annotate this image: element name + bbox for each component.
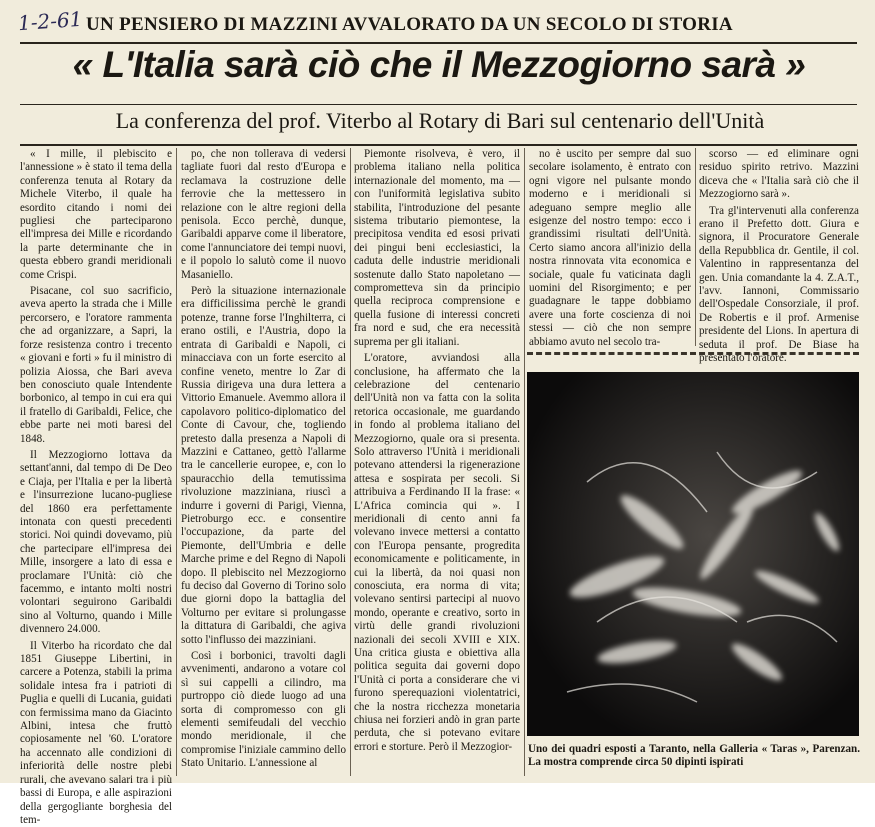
column-divider: [695, 148, 696, 346]
column-divider: [524, 148, 525, 776]
column-divider: [176, 148, 177, 776]
article-paragraph: Però la situazione internazionale era difficilissima perchè le grandi potenze, tranne forse l'Inghilterra, ci erano ostili, e l'Austria, dopo la entrata di Garibaldi e Napoli, ci minacciava con un forte esercito al confine veneto, mentre lo Zar di Russia dirigeva una dura lettera a Vittorio Emanuele. Avemmo allora il capolavoro politico-diplomatico del Conte di Cavour, che, togliendo pretesto dalla presenza a Napoli di Mazzini e Cattaneo, gettò l'allarme tra le cancellerie europee, e, con lo spauracchio della temutissima rivoluzione mazziniana, riuscì a indurre i governi di Parigi, Vienna, Pietroburgo ecc. e consentire l'occupazione, da parte del Piemonte, dell'Umbria e delle Marche prime e del Regno di Napoli dopo. Il plebiscito nel Mezzogiorno fu deciso dal Governo di Torino solo due giorni dopo la battaglia del Volturno per evitare si prolungasse la dittatura di Garibaldi, che agiva sotto l'influsso dei mazziniani.: [181, 285, 346, 646]
main-headline: « L'Italia sarà ciò che il Mezzogiorno sarà »: [72, 44, 806, 85]
headline-rule: [20, 104, 857, 105]
article-paragraph: Il Mezzogiorno lottava da settant'anni, dal tempo di De Deo e Ciaja, per l'Italia e per la libertà e l'insurrezione lucano-pugliese del 1860 era perfettamente intonata con questi precedenti storici. Noi quindi dovevamo, più che partecipare ell'impresa dei Mille, insorgere a lato di essa e proclamare l'Unità: ciò che facemmo, e intanto molti nostri volontari seguirono Garibaldi sino al Volturno, quando i Mille divennero 24.000.: [20, 448, 172, 636]
subheadline: La conferenza del prof. Viterbo al Rotary di Bari sul centenario dell'Unità: [115, 108, 765, 133]
kicker-headline: UN PENSIERO DI MAZZINI AVVALORATO DA UN SECOLO DI STORIA: [86, 14, 733, 35]
article-paragraph: scorso — ed eliminare ogni residuo spirito retrivo. Mazzini diceva che « l'Italia sarà ciò che il Mezzogiorno sarà ».: [699, 148, 859, 201]
article-column-4: [529, 148, 691, 346]
article-paragraph: Così i borbonici, travolti dagli avvenimenti, andarono a votare col sì sui cappelli a cilindro, ma purtroppo ciò diede luogo ad una sorta di compromesso con gli elementi semifeudali del vecchio mondo meridionale, il che compromise l'iniziale cammino dello Stato Unitario. L'annessione al: [181, 650, 346, 770]
article-paragraph: Il Viterbo ha ricordato che dal 1851 Giuseppe Libertini, in carcere a Potenza, stabili la prima solidale intesa fra i patrioti di Puglia e quelli di Lucania, guidati con fermissima mano da Giacinto Albini, intesa che fruttò copiosamente nel '60. L'oratore ha accennato alle condizioni di inferiorità delle nostre plebi rurali, che avevano salari tra i più bassi di Europa, e alle aspirazioni della gergogliante borghesia del tem-: [20, 639, 172, 826]
article-paragraph: L'oratore, avviandosi alla conclusione, ha affermato che la celebrazione del centenario dell'Unità non va fatta con la solita retorica occasionale, me guardando in fondo al problema italiano del Mezzogiorno, quale ora si presenta. Solo attraverso l'Unità i meridionali potevano attendersi la rigenerazione attesa e sospirata per secoli. Si attribuiva a Ferdinando II la frase: « L'Africa comincia qui ». I meridionali di cento anni fa volevano invece mettersi a contatto con l'Europa pensante, progredita economicamente e politicamente, in cui la libertà, da noi quasi non conosciuta, era norma di vita; volevano sentirsi partecipi al nuovo mondo, operante e creativo, sorto in virtù delle grandi rivoluzioni nazionali dei secoli XVIII e XIX. Una critica giusta e obiettiva alla politica seguita dai governi dopo l'Unità ci porta a considerare che vi furono sperequazioni violentatrici, che la nostra ricchezza monetaria chiusa nei forzieri andò in gran parte perduta, che si potevano evitare errori e storture. Però il Mezzogior-: [354, 352, 520, 753]
article-paragraph: Pisacane, col suo sacrificio, aveva aperto la strada che i Mille percorsero, e l'oratore rammenta che ad organizzare, a Sapri, la forze resistenza contro i trecento « giovani e forti » fu il ministro di polizia Aiossa, che Bari aveva ben conosciuto quale Intendente borbonico, al tempo in cui era qui il fratello di Garibaldi, Felice, che ebbe parte nei moti baresi del 1848.: [20, 285, 172, 445]
column-divider: [350, 148, 351, 776]
article-paragraph: po, che non tollerava di vedersi tagliate fuori dal resto d'Europa e reclamava la costruzione delle ferrovie che la mettessero in relazione con le altre regioni della penisola. Ecco perchè, dunque, Garibaldi apparve come il liberatore, come l'annunciatore dei tempi nuovi, e il popolo lo salutò come il nuovo Masaniello.: [181, 148, 346, 281]
article-column-1: [20, 148, 172, 826]
photo-caption: Uno dei quadri esposti a Taranto, nella Galleria « Taras », Parenzan. La mostra comprende circa 50 dipinti ispirati: [528, 743, 860, 769]
photo-separator: [527, 352, 859, 355]
article-column-5: [699, 148, 859, 365]
article-paragraph: « I mille, il plebiscito e l'annessione » è stato il tema della conferenza tenuta al Rotary da Michele Viterbo, il quale ha esordito citando i nomi dei pugliesi che parteciparono ell'impresa dei Mille e ricordando la parte determinante che in questa ebbero grandi meridionali come Crispi.: [20, 148, 172, 281]
subheadline-rule: [20, 144, 857, 146]
article-column-2: [181, 148, 346, 776]
article-paragraph: Tra gl'intervenuti alla conferenza erano il Prefetto dott. Giura e signora, il Procuratore Generale della Repubblica dr. Gentile, il col. Valentino in rappresentanza del gen. Unia comandante la 4. Z.A.T., l'avv. Iannoni, Commissario dell'Ospedale Consorziale, il prof. De Robertis e il prof. Armenise presidente del Lions. In apertura di seduta il prof. De Biase ha presentato l'oratore.: [699, 204, 859, 365]
article-column-3: [354, 148, 520, 776]
painting-photo: [527, 372, 859, 736]
handwritten-date: 1-2-61: [17, 6, 84, 36]
article-paragraph: Piemonte risolveva, è vero, il problema italiano nella politica internazionale del momento, ma — con l'uniformità legislativa subito stabilita, l'introduzione del pesante sistema tributario piemontese, la precipitosa vendita ed esosi privati dei pingui beni ecclesiastici, la caduta delle industrie meridionali sostenute dallo Stato napoletano — comprometteva sin da principio quella reciproca comprensione e quella fusione di interessi concreti fra nord e sud, che era necessità suprema per gli italiani.: [354, 148, 520, 348]
article-paragraph: no è uscito per sempre dal suo secolare isolamento, è entrato con ogni vigore nel pulsante mondo moderno e i meridionali si adeguano sempre meglio alle esigenze del nostro tempo: ecco i grandissimi risultati dell'Unità. Certo siamo ancora all'inizio della nostra rinnovata vita economica e sociale, quale fu vaticinata dagli uomini del Risorgimento; e per guadagnare le tappe dobbiamo avere una forte coscienza di noi stessi — ciò che non sempre abbiamo avuto nel secolo tra-: [529, 148, 691, 348]
